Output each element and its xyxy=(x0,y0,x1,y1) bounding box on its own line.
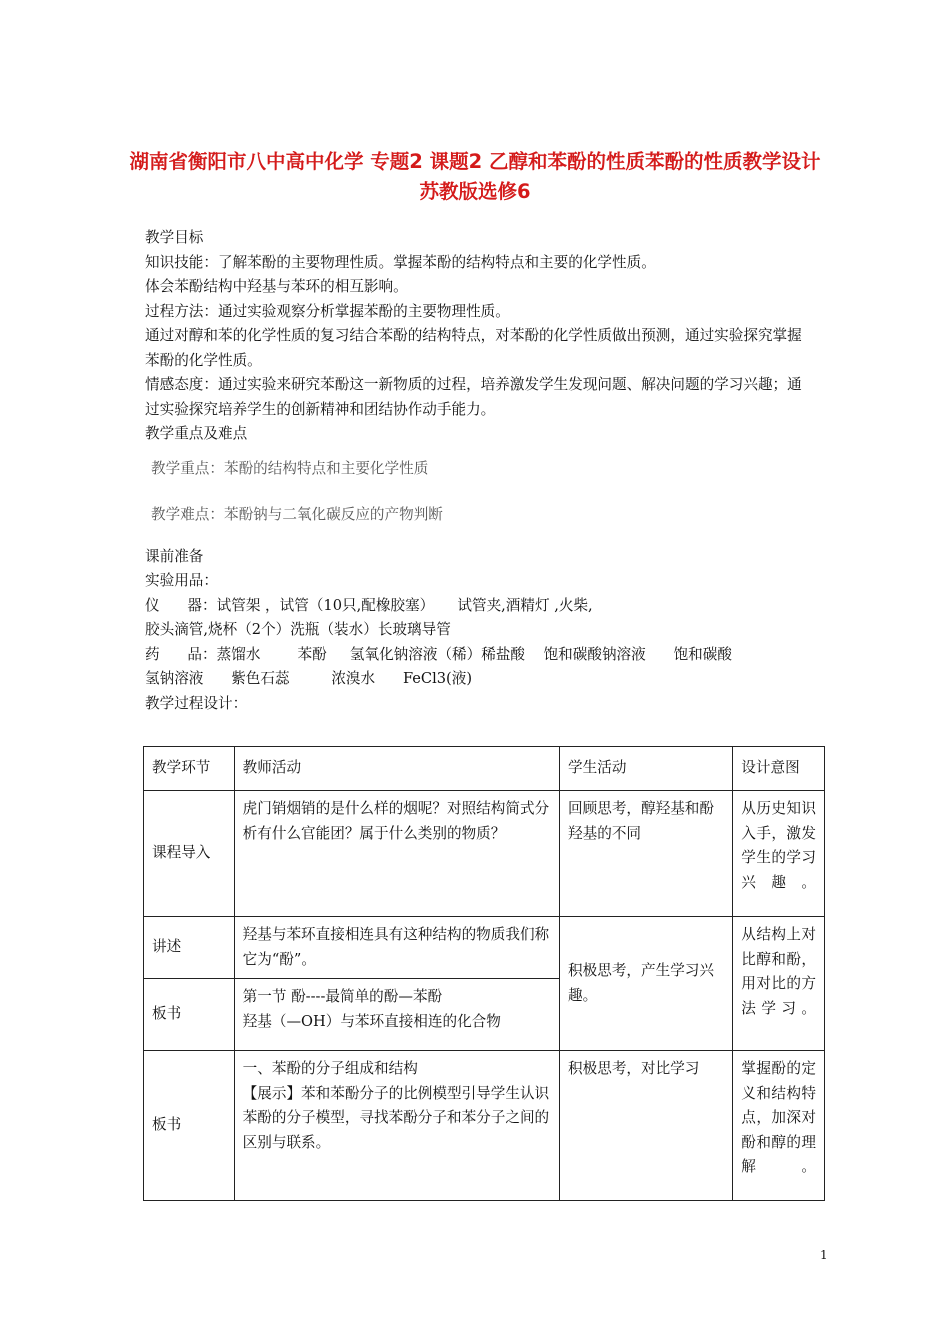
document-title: 湖南省衡阳市八中高中化学 专题2 课题2 乙醇和苯酚的性质苯酚的性质教学设计 苏教版选修6 xyxy=(129,150,821,203)
student-cell: 积极思考，对比学习 xyxy=(560,1051,733,1201)
reagents-line-2: 氢钠溶液 紫色石蕊 浓溴水 FeCl3(液) xyxy=(145,670,473,687)
header-cell: 教师活动 xyxy=(234,747,559,791)
instruments-line-2: 胶头滴管,烧杯（2个）洗瓶（装水）长玻璃导管 xyxy=(145,621,451,638)
teacher-line: 第一节 酚----最简单的酚—苯酚 xyxy=(242,988,443,1005)
page-number: 1 xyxy=(820,1248,828,1262)
teacher-line: 一、苯酚的分子组成和结构 xyxy=(242,1060,418,1077)
header-cell: 设计意图 xyxy=(733,747,825,791)
text-line: 情感态度：通过实验来研究苯酚这一新物质的过程，培养激发学生发现问题、解决问题的学习兴趣；通过实验探究培养学生的创新精神和团结协作动手能力。 xyxy=(145,376,802,418)
instruments-label: 仪 器： xyxy=(145,596,217,614)
key-point-image-text: 教学重点：苯酚的结构特点和主要化学性质 xyxy=(151,459,429,477)
instruments-list: 试管架 ，试管（10只,配橡胶塞） 试管夹,酒精灯 ,火柴, xyxy=(216,596,593,614)
text-line: 通过对醇和苯的化学性质的复习结合苯酚的结构特点，对苯酚的化学性质做出预测，通过实验探究掌握苯酚的化学性质。 xyxy=(145,327,802,369)
reagents-line xyxy=(145,643,815,668)
text-line: 过程方法：通过实验观察分析掌握苯酚的主要物理性质。 xyxy=(145,302,510,320)
supplies-label: 实验用品： xyxy=(145,572,218,589)
teacher-line: 羟基（—OH）与苯环直接相连的化合物 xyxy=(242,1012,501,1030)
table-row xyxy=(144,791,825,917)
text-line: 知识技能：了解苯酚的主要物理性质。掌握苯酚的结构特点和主要的化学性质。 xyxy=(145,253,656,271)
reagents-label: 药 品： xyxy=(145,645,217,663)
stage-cell: 板书 xyxy=(144,979,235,1051)
instruments-line xyxy=(145,594,815,619)
intent-cell: 从结构上对比醇和酚，用对比的方法学习。 xyxy=(733,917,825,1051)
teacher-cell: 虎门销烟销的是什么样的烟呢？对照结构简式分析有什么官能团？属于什么类别的物质？ xyxy=(234,791,559,917)
student-cell: 回顾思考，醇羟基和酚羟基的不同 xyxy=(560,791,733,917)
text-line: 教学目标 xyxy=(145,229,204,246)
intent-cell: 从历史知识入手，激发学生的学习兴趣。 xyxy=(733,791,825,917)
prep-heading: 课前准备 xyxy=(145,547,204,565)
text-line: 教学重点及难点 xyxy=(145,425,248,442)
text-line: 体会苯酚结构中羟基与苯环的相互影响。 xyxy=(145,278,408,295)
table-row xyxy=(144,917,825,979)
header-cell: 教学环节 xyxy=(144,747,235,791)
teacher-cell xyxy=(234,979,559,1051)
stage-cell: 讲述 xyxy=(144,917,235,979)
teacher-cell: 羟基与苯环直接相连具有这种结构的物质我们称它为“酚”。 xyxy=(234,917,559,979)
table-header-row xyxy=(144,747,825,791)
lesson-table xyxy=(143,746,825,1201)
reagents-list: 蒸馏水 苯酚 氢氧化钠溶液（稀）稀盐酸 饱和碳酸钠溶液 饱和碳酸 xyxy=(216,645,732,663)
student-cell: 积极思考，产生学习兴趣。 xyxy=(560,917,733,1051)
stage-cell: 板书 xyxy=(144,1051,235,1201)
table-row xyxy=(144,1051,825,1201)
stage-cell: 课程导入 xyxy=(144,791,235,917)
teacher-line: 【展示】苯和苯酚分子的比例模型引导学生认识苯酚的分子模型，寻找苯酚分子和苯分子之间的区别与联系。 xyxy=(242,1084,550,1151)
intent-cell: 掌握酚的定义和结构特点，加深对酚和醇的理解。 xyxy=(733,1051,825,1201)
difficult-point-image-text: 教学难点：苯酚钠与二氧化碳反应的产物判断 xyxy=(151,505,443,523)
teacher-cell xyxy=(234,1051,559,1201)
header-cell: 学生活动 xyxy=(560,747,733,791)
process-heading: 教学过程设计： xyxy=(145,694,248,712)
document-body xyxy=(145,226,815,716)
